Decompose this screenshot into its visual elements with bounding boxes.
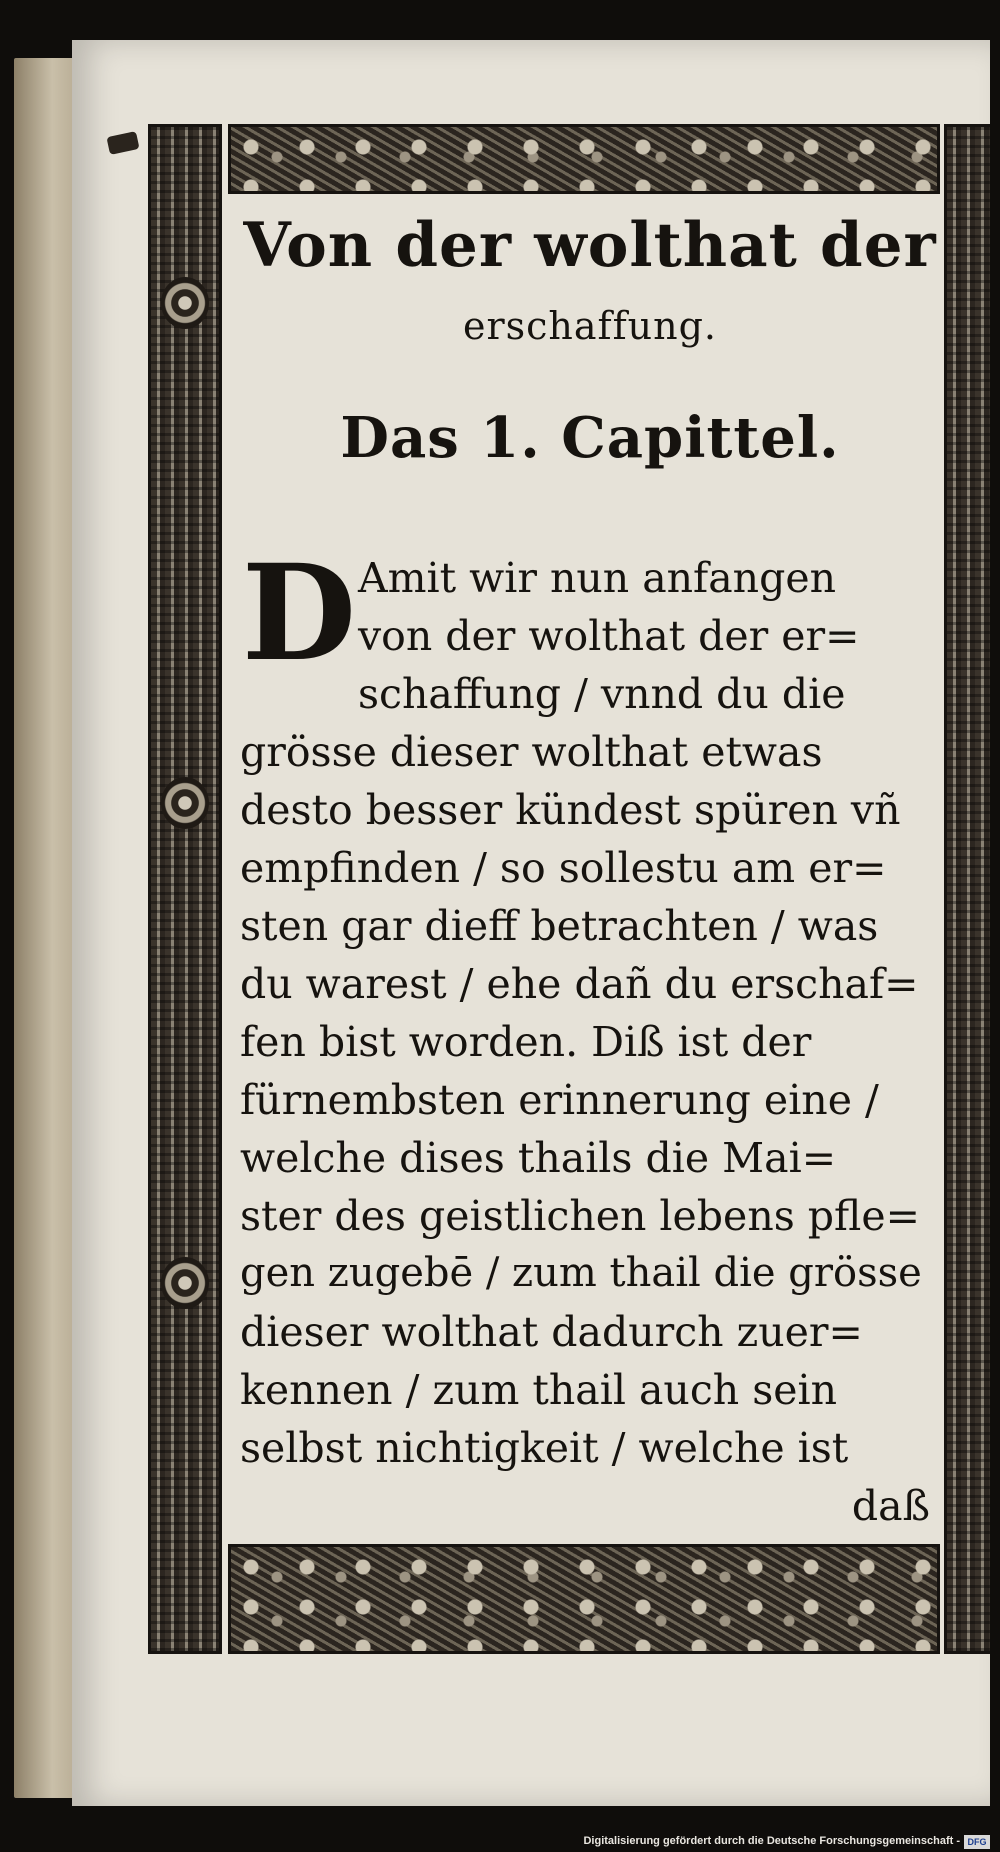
body-line: schaffung / vnnd du die — [358, 670, 846, 718]
drop-cap: D — [241, 536, 357, 691]
column-ornament — [161, 1257, 209, 1309]
left-column-border — [148, 124, 222, 1654]
body-line: kennen / zum thail auch sein — [240, 1366, 838, 1414]
ink-mark — [106, 131, 139, 155]
top-floral-band — [228, 124, 940, 194]
body-line: empfinden / so sollestu am er= — [240, 844, 887, 892]
title-line-1: Von der wolthat der — [243, 210, 937, 281]
title-line-2: erschaffung. — [462, 304, 718, 348]
catchword: daß — [851, 1482, 930, 1530]
body-line: Amit wir nun anfangen — [358, 554, 836, 602]
right-column-border — [944, 124, 990, 1654]
chapter-heading: Das 1. Capittel. — [340, 405, 840, 471]
body-line: welche dises thails die Mai= — [240, 1134, 837, 1182]
column-ornament — [161, 277, 209, 329]
body-line: ster des geistlichen lebens pfle= — [240, 1192, 921, 1240]
funding-credit: Digitalisierung gefördert durch die Deutsche Forschungsgemeinschaft - — [583, 1835, 960, 1847]
bottom-floral-band — [228, 1544, 940, 1654]
body-line: von der wolthat der er= — [358, 612, 860, 660]
body-line: grösse dieser wolthat etwas — [240, 728, 823, 776]
body-line: desto besser kündest spüren vñ — [240, 786, 901, 834]
body-line: sten gar dieff betrachten / was — [240, 902, 879, 950]
body-line: du warest / ehe dañ du erschaf= — [240, 960, 919, 1008]
body-line: gen zugebē / zum thail die grösse — [240, 1250, 922, 1296]
body-line: dieser wolthat dadurch zuer= — [240, 1308, 863, 1356]
body-line: fen bist worden. Diß ist der — [240, 1018, 812, 1066]
body-line: selbst nichtigkeit / welche ist — [240, 1424, 849, 1472]
dfg-logo: DFG — [964, 1835, 990, 1849]
body-line: fürnembsten erinnerung eine / — [240, 1076, 879, 1124]
column-ornament — [161, 777, 209, 829]
